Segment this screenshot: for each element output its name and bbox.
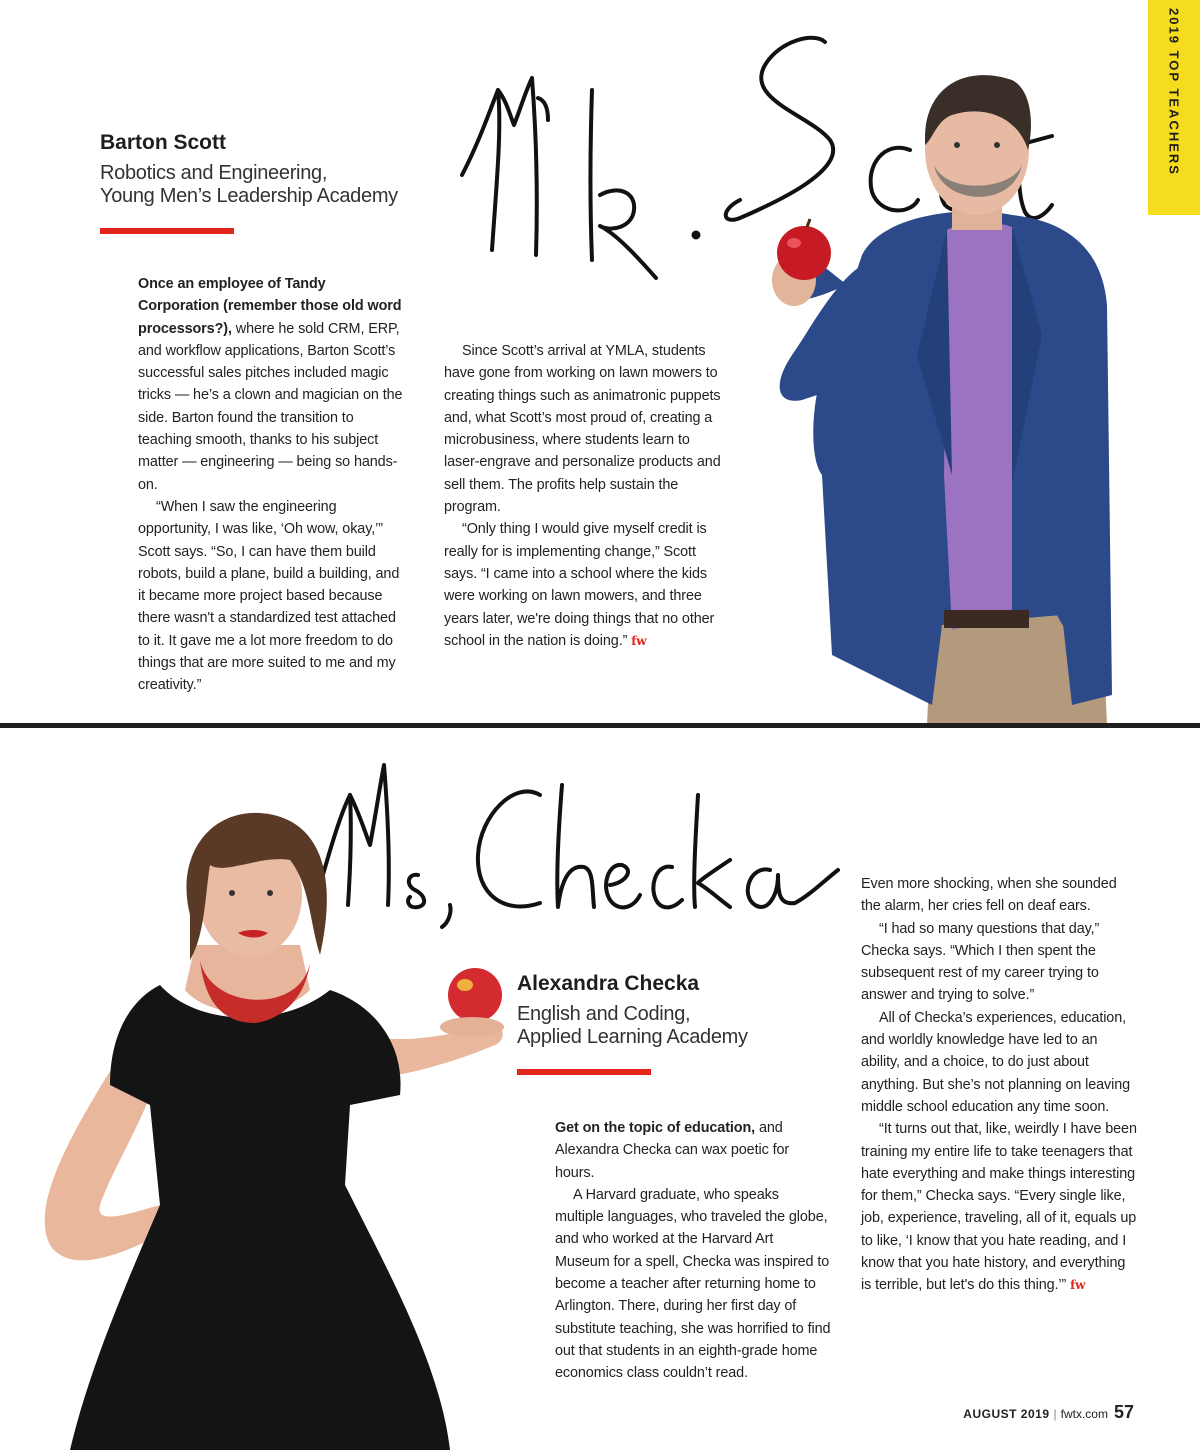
footer-site[interactable]: fwtx.com [1060, 1407, 1108, 1421]
checka-lead: Get on the topic of education, [555, 1120, 756, 1136]
checka-column-2 [861, 873, 1137, 1297]
checka-col2-p1: Even more shocking, when she sounded the alarm, her cries fell on deaf ears. [861, 876, 1117, 915]
scott-lead: Once an employee of Tandy Corporation (remember those old word processors?), [138, 276, 402, 337]
footer-month: AUGUST 2019 [963, 1407, 1050, 1421]
scott-column-2 [444, 340, 722, 652]
scott-role [100, 162, 460, 208]
checka-col2-p2: “I had so many questions that day,” Checka says. “Which I then spent the subsequent rest of my career trying to answer and trying to solve.” [861, 920, 1100, 1004]
page-number: 57 [1113, 1402, 1134, 1422]
scott-accent-bar [100, 228, 234, 234]
section-tab-label: 2019 TOP TEACHERS [1166, 8, 1182, 176]
page-footer [963, 1402, 1134, 1423]
checka-photo [10, 805, 510, 1450]
checka-role [517, 1003, 837, 1049]
scott-photo [712, 55, 1122, 725]
scott-role-line2: Young Men’s Leadership Academy [100, 185, 398, 207]
checka-col2-p3: All of Checka’s experiences, education, and worldly knowledge have led to an ability, and a choice, to do just about anything. But she’s not planning on leaving middle school education any time soon. [861, 1009, 1131, 1115]
scott-col2-p1: Since Scott’s arrival at YMLA, students have gone from working on lawn mowers to creating things such as animatronic puppets and, what Scott’s most proud of, creating a microbusiness, where students learn to laser-engrave and personalize products and sell them. The profits help sustain the program. [444, 343, 721, 516]
section-tab [1148, 0, 1200, 215]
scott-end-mark: fw [631, 633, 647, 648]
scott-col2-p2: “Only thing I would give myself credit is really for is implementing change,” Scott says. “I came into a school where the kids were working on lawn mowers, and three years later, we're doing things that no other school in the nation is doing.” [444, 521, 715, 649]
scott-col1-p1: where he sold CRM, ERP, and workflow applications, Barton Scott’s successful sales pitches included magic tricks — he’s a clown and magician on the side. Barton found the transition to teaching smooth, thanks to his subject matter — engineering — being so hands-on. [138, 320, 403, 493]
checka-role-line1: English and Coding, [517, 1003, 691, 1025]
checka-end-mark: fw [1070, 1278, 1086, 1293]
checka-col1-p2: A Harvard graduate, who speaks multiple languages, who traveled the globe, and who worked at the Harvard Art Museum for a spell, Checka was inspired to become a teacher after returning home to Arlington. There, during her first day of substitute teaching, she was horrified to find out that students in an eighth-grade home economics class couldn’t read. [555, 1186, 831, 1382]
checka-role-line2: Applied Learning Academy [517, 1026, 748, 1048]
footer-separator: | [1053, 1407, 1057, 1421]
checka-name: Alexandra Checka [517, 972, 700, 995]
section-divider [0, 723, 1200, 728]
checka-col2-p4: “It turns out that, like, weirdly I have been training my entire life to take teenagers that hate everything and make things interesting for them,” Checka says. “Every single like, job, experience, traveling, all of it, equals up to like, ‘I know that you hate reading, and I know that you hate history, and everything is terrible, but let's do this thing.’” [861, 1121, 1137, 1294]
scott-column-1 [138, 273, 410, 697]
checka-col1-p1: and Alexandra Checka can wax poetic for hours. [555, 1120, 790, 1181]
checka-column-1 [555, 1117, 831, 1385]
scott-col1-p2: “When I saw the engineering opportunity, I was like, ‘Oh wow, okay,’” Scott says. “So, I can have them build robots, build a plane, build a building, and it became more project based because there wasn't a standardized test attached to it. It gave me a lot more freedom to do things that are more suited to me and my creativity.” [138, 498, 400, 694]
checka-accent-bar [517, 1069, 651, 1075]
scott-role-line1: Robotics and Engineering, [100, 162, 328, 184]
scott-name: Barton Scott [100, 131, 226, 154]
